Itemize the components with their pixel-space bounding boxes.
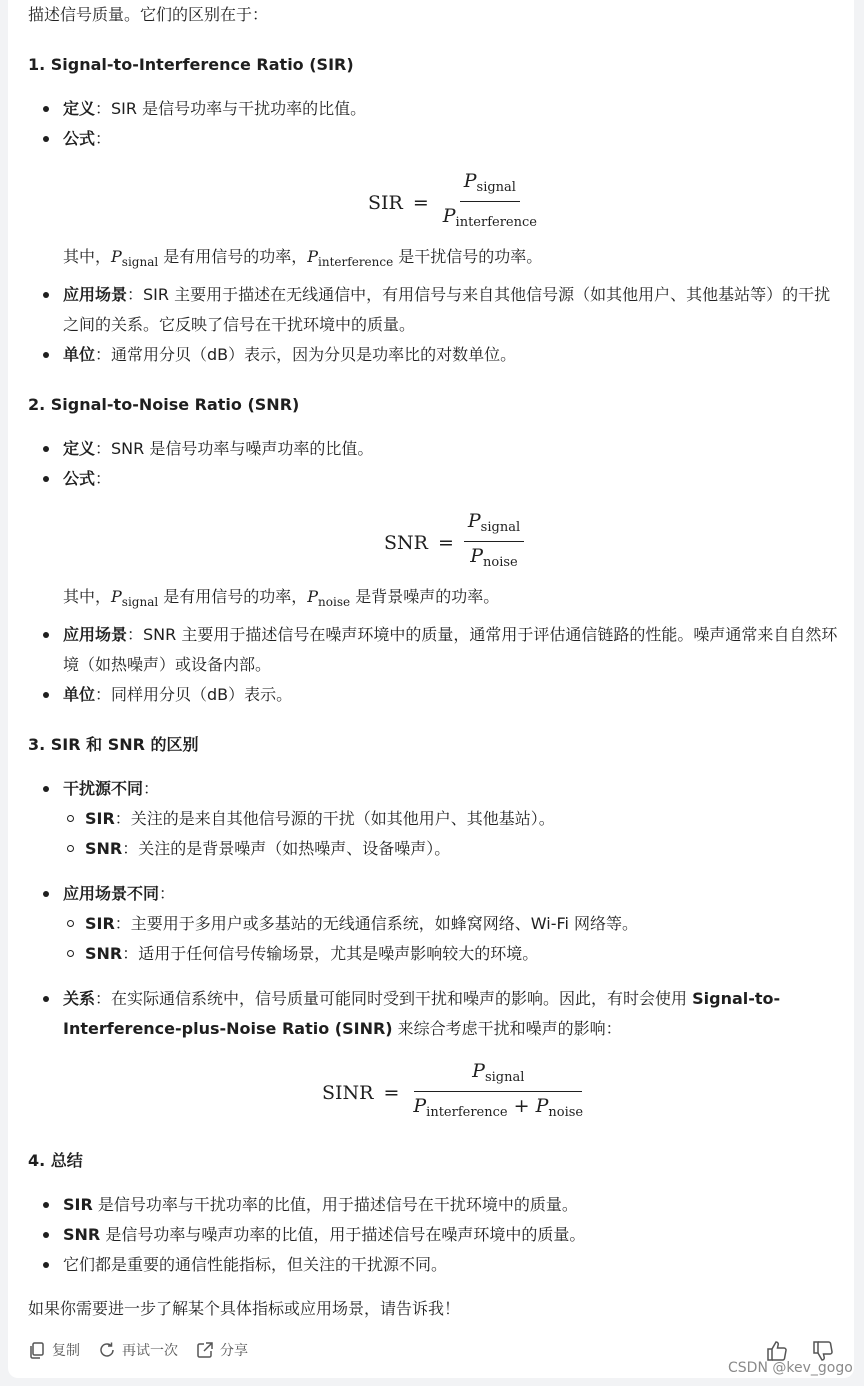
sinr-formula bbox=[322, 1058, 587, 1127]
formula-lhs: SINR bbox=[322, 1081, 374, 1104]
list-item bbox=[63, 984, 838, 1044]
list-item bbox=[63, 280, 838, 340]
list-item bbox=[63, 680, 838, 710]
colon: ： bbox=[95, 129, 112, 148]
colon: ： bbox=[143, 779, 160, 798]
sum-text: 是信号功率与干扰功率的比值，用于描述信号在干扰环境中的质量。 bbox=[92, 1195, 578, 1214]
sinr-term: Signal-to-Interference-plus-Noise Ratio (SINR) bbox=[63, 989, 781, 1038]
snr-formula bbox=[384, 508, 524, 577]
formula-label: 公式 bbox=[63, 129, 96, 148]
list-item bbox=[63, 434, 838, 464]
retry-label: 再试一次 bbox=[122, 1343, 178, 1359]
app-label: 应用场景 bbox=[63, 285, 128, 304]
equals-sign: = bbox=[437, 531, 454, 554]
diff-list-scene bbox=[28, 879, 838, 969]
sub-text: ：关注的是来自其他信号源的干扰（如其他用户、其他基站）。 bbox=[114, 809, 555, 828]
share-icon bbox=[196, 1341, 214, 1359]
list-item bbox=[63, 1220, 838, 1250]
scene-label: 应用场景不同 bbox=[63, 884, 160, 903]
share-label: 分享 bbox=[220, 1343, 248, 1359]
where-text: 是干扰信号的功率。 bbox=[393, 247, 543, 266]
var-p: P bbox=[472, 1060, 485, 1082]
denominator bbox=[439, 202, 541, 237]
sir-list-2 bbox=[28, 280, 838, 370]
unit-text: ：通常用分贝（dB）表示，因为分贝是功率比的对数单位。 bbox=[95, 345, 517, 364]
message-actions bbox=[28, 1340, 248, 1360]
sub-text: ：主要用于多用户或多基站的无线通信系统，如蜂窝网络、Wi-Fi 网络等。 bbox=[114, 914, 639, 933]
retry-icon bbox=[98, 1341, 116, 1359]
sub-label: SNR bbox=[85, 944, 123, 963]
var-p: P bbox=[307, 247, 319, 266]
def-label: 定义 bbox=[63, 439, 96, 458]
rel-text: 来综合考虑干扰和噪声的影响： bbox=[392, 1019, 622, 1038]
var-p: P bbox=[111, 587, 122, 606]
numerator bbox=[460, 168, 520, 202]
list-item bbox=[63, 879, 838, 969]
app-label: 应用场景 bbox=[63, 625, 128, 644]
copy-icon bbox=[28, 1341, 46, 1359]
sum-label: SIR bbox=[63, 1195, 93, 1214]
sublist-item bbox=[85, 834, 838, 864]
list-item bbox=[63, 620, 838, 680]
def-text: ：SIR 是信号功率与干扰功率的比值。 bbox=[95, 99, 367, 118]
watermark: CSDN @kev_gogo bbox=[728, 1360, 853, 1376]
unit-label: 单位 bbox=[63, 345, 96, 364]
where-text: 是背景噪声的功率。 bbox=[350, 587, 500, 606]
sub-text: ：关注的是背景噪声（如热噪声、设备噪声）。 bbox=[122, 839, 451, 858]
sublist-item bbox=[85, 939, 838, 969]
sum-text: 它们都是重要的通信性能指标，但关注的干扰源不同。 bbox=[63, 1255, 448, 1274]
where-text: 其中， bbox=[63, 587, 112, 606]
sum-label: SNR bbox=[63, 1225, 101, 1244]
sub-label: SIR bbox=[85, 809, 115, 828]
sublist-item bbox=[85, 909, 838, 939]
list-item bbox=[63, 464, 838, 494]
diff-list-rel bbox=[28, 984, 838, 1044]
sir-formula bbox=[368, 168, 541, 237]
def-label: 定义 bbox=[63, 99, 96, 118]
subscript: signal bbox=[480, 520, 521, 535]
var-p: P bbox=[467, 510, 481, 532]
closing-text: 如果你需要进一步了解某个具体指标或应用场景，请告诉我！ bbox=[28, 1299, 461, 1318]
src-label: 干扰源不同 bbox=[63, 779, 144, 798]
plus-sign: + bbox=[513, 1095, 530, 1117]
feedback-buttons bbox=[766, 1340, 834, 1362]
numerator bbox=[414, 1058, 582, 1092]
subscript: interference bbox=[318, 255, 394, 269]
subscript: noise bbox=[548, 1105, 584, 1120]
formula-label: 公式 bbox=[63, 469, 96, 488]
var-p: P bbox=[413, 1095, 427, 1117]
where-text: 其中， bbox=[63, 247, 112, 266]
where-text: 是有用信号的功率， bbox=[158, 587, 308, 606]
sublist bbox=[63, 909, 838, 969]
subscript: noise bbox=[483, 555, 518, 570]
app-text: ：SNR 主要用于描述信号在噪声环境中的质量，通常用于评估通信链路的性能。噪声通常来自自然环境（如热噪声）或设备内部。 bbox=[63, 625, 838, 674]
subscript: signal bbox=[121, 595, 159, 609]
equals-sign: = bbox=[383, 1081, 400, 1104]
sub-label: SIR bbox=[85, 914, 115, 933]
colon: ： bbox=[159, 884, 176, 903]
list-item bbox=[63, 124, 838, 154]
section-heading-snr: 2. Signal-to-Noise Ratio (SNR) bbox=[28, 395, 300, 414]
fraction bbox=[439, 168, 541, 237]
subscript: signal bbox=[484, 1070, 525, 1085]
section-heading-summary: 4. 总结 bbox=[28, 1151, 83, 1170]
thumbs-up-icon[interactable] bbox=[766, 1340, 788, 1362]
subscript: signal bbox=[476, 180, 516, 195]
section-heading-sir: 1. Signal-to-Interference Ratio (SIR) bbox=[28, 55, 354, 74]
formula-lhs: SNR bbox=[384, 531, 428, 554]
fraction bbox=[464, 508, 524, 577]
section-heading-diff: 3. SIR 和 SNR 的区别 bbox=[28, 735, 199, 754]
sublist-item bbox=[85, 804, 838, 834]
sir-list bbox=[28, 94, 838, 154]
share-button[interactable] bbox=[196, 1340, 248, 1360]
var-p: P bbox=[535, 1095, 549, 1117]
summary-list bbox=[28, 1190, 838, 1280]
unit-text: ：同样用分贝（dB）表示。 bbox=[95, 685, 293, 704]
numerator bbox=[464, 508, 524, 542]
colon: ： bbox=[95, 469, 112, 488]
var-p: P bbox=[442, 205, 456, 227]
list-item bbox=[63, 340, 838, 370]
fraction bbox=[409, 1058, 587, 1127]
sub-label: SNR bbox=[85, 839, 123, 858]
formula-lhs: SIR bbox=[368, 191, 403, 214]
sub-text: ：适用于任何信号传输场景，尤其是噪声影响较大的环境。 bbox=[122, 944, 539, 963]
var-p: P bbox=[470, 545, 484, 567]
copy-button[interactable] bbox=[28, 1340, 80, 1360]
rel-label: 关系 bbox=[63, 989, 96, 1008]
app-text: ：SIR 主要用于描述在无线通信中，有用信号与来自其他信号源（如其他用户、其他基站等）的干扰之间的关系。它反映了信号在干扰环境中的质量。 bbox=[63, 285, 831, 334]
subscript: interference bbox=[455, 215, 537, 230]
copy-label: 复制 bbox=[52, 1343, 80, 1359]
denominator bbox=[466, 542, 522, 577]
list-item bbox=[63, 94, 838, 124]
diff-list-src bbox=[28, 774, 838, 864]
snr-list bbox=[28, 434, 838, 494]
snr-list-2 bbox=[28, 620, 838, 710]
unit-label: 单位 bbox=[63, 685, 96, 704]
where-text: 是有用信号的功率， bbox=[158, 247, 308, 266]
def-text: ：SNR 是信号功率与噪声功率的比值。 bbox=[95, 439, 374, 458]
var-p: P bbox=[463, 170, 477, 192]
list-item bbox=[63, 1190, 838, 1220]
list-item bbox=[63, 1250, 838, 1280]
denominator bbox=[409, 1092, 587, 1127]
list-item bbox=[63, 774, 838, 864]
message-card bbox=[8, 0, 854, 1378]
var-p: P bbox=[307, 587, 319, 606]
snr-where bbox=[63, 582, 499, 617]
equals-sign: = bbox=[412, 191, 429, 214]
subscript: signal bbox=[121, 255, 159, 269]
subscript: noise bbox=[318, 595, 351, 609]
retry-button[interactable] bbox=[98, 1340, 178, 1360]
thumbs-down-icon[interactable] bbox=[812, 1340, 834, 1362]
rel-text: ：在实际通信系统中，信号质量可能同时受到干扰和噪声的影响。因此，有时会使用 bbox=[95, 989, 693, 1008]
var-p: P bbox=[111, 247, 122, 266]
sum-text: 是信号功率与噪声功率的比值，用于描述信号在噪声环境中的质量。 bbox=[100, 1225, 586, 1244]
sublist bbox=[63, 804, 838, 864]
intro-text: 描述信号质量。它们的区别在于： bbox=[28, 5, 269, 24]
sir-where bbox=[63, 242, 542, 277]
subscript: interference bbox=[426, 1105, 508, 1120]
